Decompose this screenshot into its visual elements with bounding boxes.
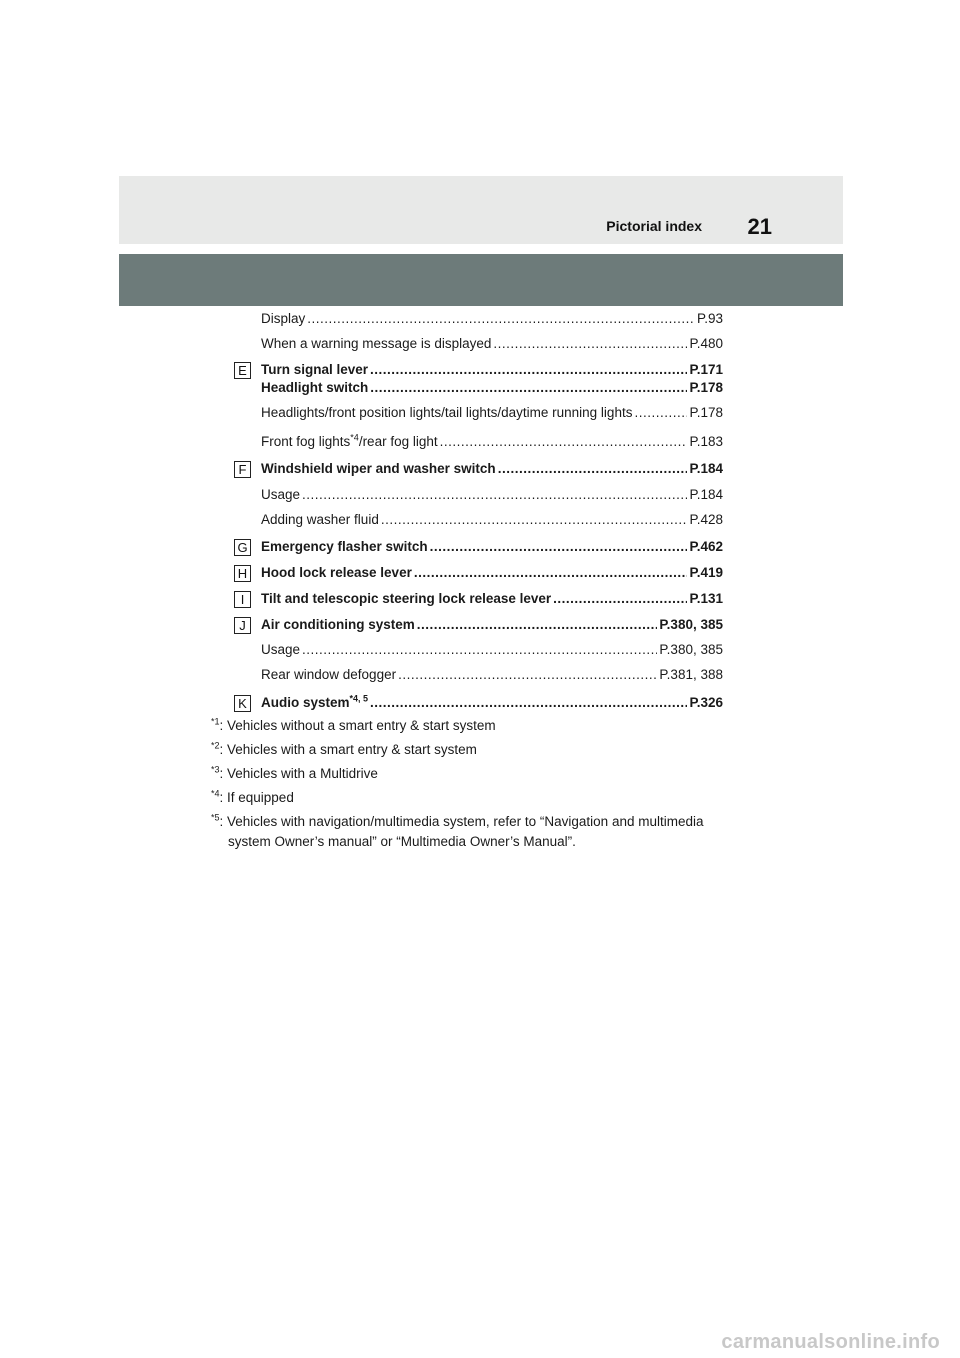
index-entry[interactable] [261,510,723,530]
index-entry[interactable] [261,563,723,583]
index-entry[interactable] [261,378,723,398]
footnote-mark: *3 [211,764,220,775]
header-band [119,176,843,244]
footnote [211,716,771,736]
leader-dots [430,537,688,557]
entry-page-ref[interactable]: P.326 [689,695,723,710]
footnote-text: : If equipped [219,790,294,805]
entry-label: Adding washer fluid [261,512,379,527]
footnote-text: : Vehicles with navigation/multimedia system, refer to “Navigation and multimedia [219,814,704,829]
leader-dots [498,459,688,479]
index-entry[interactable] [261,693,723,713]
index-entry[interactable] [261,459,723,479]
entry-page-ref[interactable]: P.171 [689,362,723,377]
section-title: Pictorial index [606,218,702,234]
callout-marker: J [234,617,251,634]
leader-dots [381,510,688,530]
entry-label-suffix: /rear fog light [358,434,438,449]
callout-marker: I [234,591,251,608]
callout-marker: H [234,565,251,582]
footnote-ref: *4, 5 [349,693,369,704]
leader-dots [370,693,687,713]
index-entry[interactable] [261,334,723,354]
footnote-mark: *2 [211,740,220,751]
leader-dots [398,665,657,685]
entry-label: Display [261,311,306,326]
leader-dots [493,334,687,354]
index-entry[interactable] [261,485,723,505]
entry-label-text: Audio system [261,695,350,710]
entry-label: Headlights/front position lights/tail lights/daytime running lights [261,405,633,420]
entry-page-ref[interactable]: P.428 [689,512,723,527]
leader-dots [414,563,688,583]
entry-page-ref[interactable]: P.131 [689,591,723,606]
footnote-text: : Vehicles without a smart entry & start system [219,718,496,733]
leader-dots [307,309,695,329]
section-banner [119,254,843,306]
entry-label: Emergency flasher switch [261,539,428,554]
entry-label: Rear window defogger [261,667,397,682]
index-entry[interactable] [261,309,723,329]
footnote-text: : Vehicles with a smart entry & start system [219,742,477,757]
watermark: carmanualsonline.info [721,1331,940,1353]
entry-page-ref[interactable]: P.183 [689,434,723,449]
entry-page-ref[interactable]: P.419 [689,565,723,580]
index-entry[interactable] [261,537,723,557]
callout-marker: K [234,695,251,712]
entry-label: Usage [261,487,301,502]
entry-page-ref[interactable]: P.380, 385 [659,617,723,632]
entry-page-ref[interactable]: P.93 [696,311,723,326]
leader-dots [440,432,688,452]
index-entry[interactable] [261,615,723,635]
callout-marker: E [234,362,251,379]
leader-dots [302,485,687,505]
entry-label [261,432,438,452]
entry-label: Hood lock release lever [261,565,412,580]
entry-label: Usage [261,642,301,657]
entry-label [261,693,368,713]
index-entry[interactable] [261,360,723,380]
entry-page-ref[interactable]: P.380, 385 [659,642,723,657]
index-entry[interactable] [261,589,723,609]
footnote [211,764,771,784]
page-number: 21 [747,214,772,239]
index-entry[interactable] [261,403,723,423]
entry-label-text: Front fog lights [261,434,351,449]
entry-label: Air conditioning system [261,617,415,632]
entry-label: Headlight switch [261,380,369,395]
leader-dots [370,360,687,380]
entry-page-ref[interactable]: P.178 [689,380,723,395]
callout-marker: G [234,539,251,556]
index-entry[interactable] [261,665,723,685]
leader-dots [370,378,687,398]
footnote [211,812,771,852]
footnote [211,740,771,760]
leader-dots [302,640,657,660]
entry-page-ref[interactable]: P.184 [689,487,723,502]
footnote-text: : Vehicles with a Multidrive [219,766,378,781]
entry-page-ref[interactable]: P.462 [689,539,723,554]
leader-dots [553,589,687,609]
entry-label: Turn signal lever [261,362,369,377]
footnote-mark: *5 [211,812,220,823]
entry-page-ref[interactable]: P.184 [689,461,723,476]
footnote-mark: *4 [211,788,220,799]
entry-page-ref[interactable]: P.480 [689,336,723,351]
footnote-ref: *4 [350,432,359,443]
entry-label: When a warning message is displayed [261,336,492,351]
footnote [211,788,771,808]
footnote-mark: *1 [211,716,220,727]
footnote-text-continued: system Owner’s manual” or “Multimedia Owner’s Manual”. [228,834,576,849]
entry-label: Windshield wiper and washer switch [261,461,496,476]
entry-page-ref[interactable]: P.178 [689,405,723,420]
index-entry[interactable] [261,432,723,452]
leader-dots [634,403,687,423]
index-entry[interactable] [261,640,723,660]
entry-label: Tilt and telescopic steering lock release lever [261,591,552,606]
leader-dots [417,615,658,635]
entry-page-ref[interactable]: P.381, 388 [659,667,723,682]
callout-marker: F [234,461,251,478]
